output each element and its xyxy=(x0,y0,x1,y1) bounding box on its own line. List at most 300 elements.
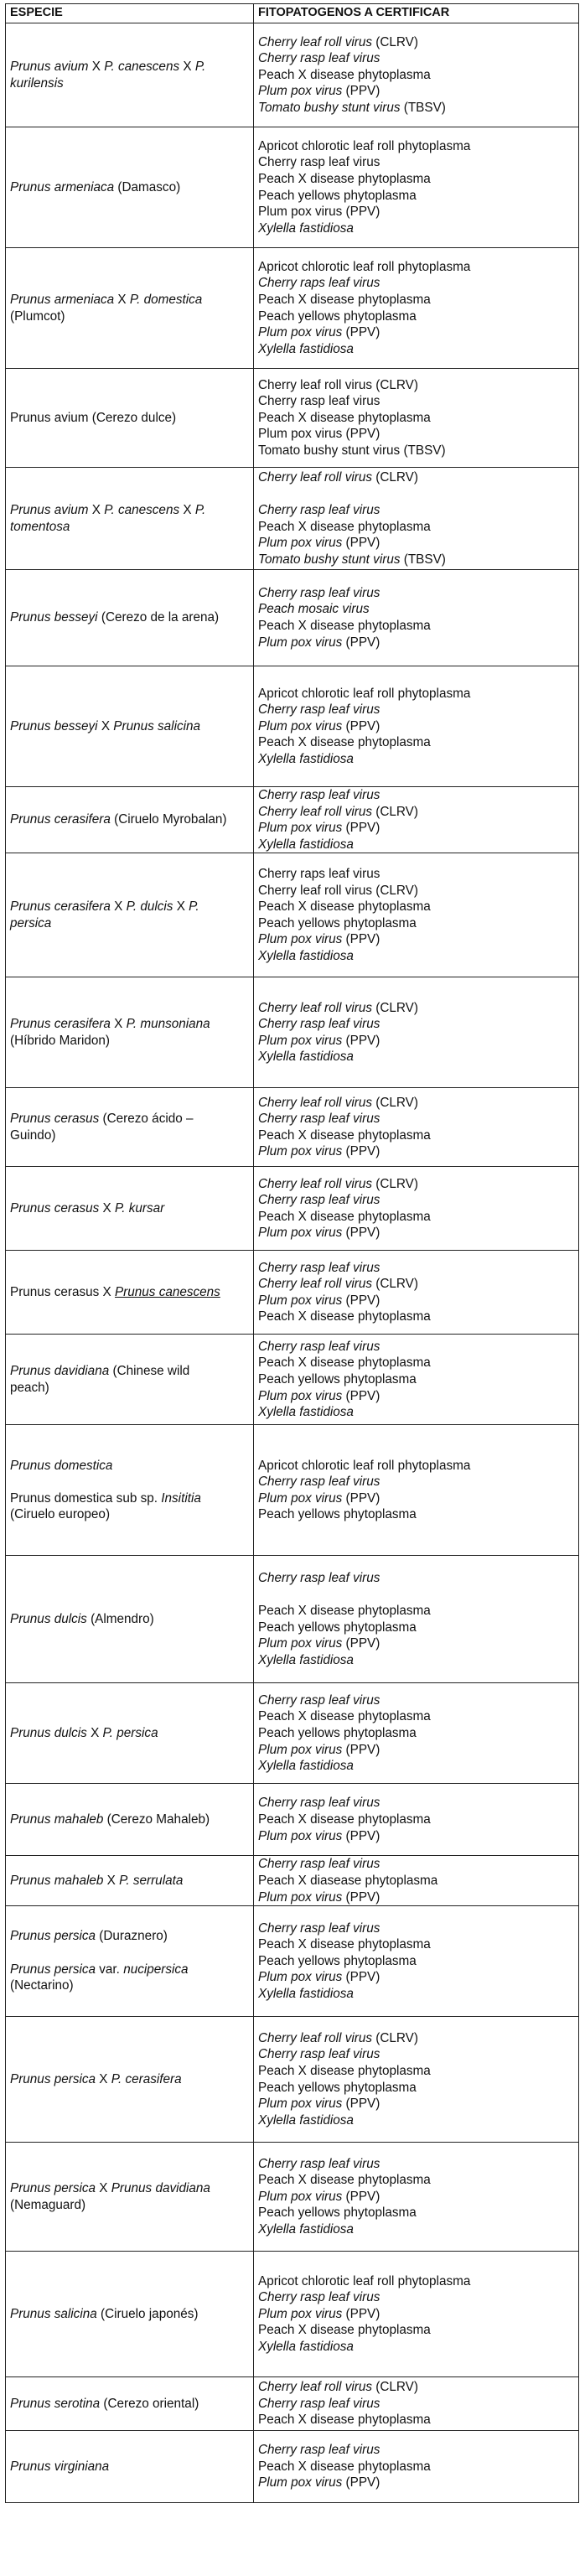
pathogen-line xyxy=(258,220,574,237)
text-segment: Peach X disease phytoplasma xyxy=(258,67,431,82)
pathogen-line xyxy=(258,2172,574,2189)
text-segment: Plum pox virus (PPV) xyxy=(258,205,381,220)
pathogen-line xyxy=(258,1692,574,1709)
pathogens-cell xyxy=(254,977,579,1088)
pathogen-line xyxy=(258,1127,574,1144)
pathogen-line xyxy=(258,426,574,443)
text-segment: Peach yellows phytoplasma xyxy=(258,188,417,203)
text-segment: tomentosa xyxy=(10,519,70,534)
pathogen-line xyxy=(258,1355,574,1371)
text-segment: Peach X disease phytoplasma xyxy=(258,171,431,186)
text-segment: Peach X diasease phytoplasma xyxy=(258,1873,438,1888)
species-line xyxy=(10,609,249,626)
text-segment: Cherry rasp leaf virus xyxy=(258,51,381,66)
pathogen-line xyxy=(258,67,574,84)
table-row xyxy=(6,1856,579,1906)
text-segment: P. xyxy=(194,59,206,74)
text-segment: Plum pox virus (PPV) xyxy=(258,427,381,442)
text-segment: Xylella fastidiosa xyxy=(258,1405,354,1420)
text-segment: Plum pox virus xyxy=(258,1226,343,1241)
pathogens-cell xyxy=(254,248,579,369)
species-cell xyxy=(6,666,254,787)
species-line xyxy=(10,1873,249,1889)
text-segment: (CLRV) xyxy=(372,804,418,819)
text-segment: Cherry leaf roll virus xyxy=(258,1000,373,1015)
species-line xyxy=(10,308,249,325)
text-segment: X xyxy=(99,2181,111,2196)
species-cell xyxy=(6,369,254,468)
pathogen-line xyxy=(258,1143,574,1160)
table-row xyxy=(6,23,579,127)
text-segment: Xylella fastidiosa xyxy=(258,1050,354,1065)
text-segment: Prunus armeniaca xyxy=(10,179,118,194)
text-segment: Peach mosaic virus xyxy=(258,602,370,617)
text-segment: Xylella fastidiosa xyxy=(258,1987,354,2002)
species-line xyxy=(10,292,249,308)
text-segment: Cherry rasp leaf virus xyxy=(258,1017,381,1032)
pathogen-line xyxy=(258,1388,574,1405)
text-segment: Cherry rasp leaf virus xyxy=(258,1857,381,1872)
text-segment: (Ciruelo japonés) xyxy=(100,2306,199,2321)
certification-table xyxy=(5,3,579,2503)
table-row xyxy=(6,369,579,468)
text-segment: (Cerezo de la arena) xyxy=(101,610,220,625)
text-segment: Peach X disease phytoplasma xyxy=(258,1309,431,1324)
pathogen-line xyxy=(258,883,574,899)
species-line xyxy=(10,410,249,427)
pathogen-line xyxy=(258,2156,574,2173)
text-segment: Cherry rasp leaf virus xyxy=(258,1571,381,1586)
pathogen-line xyxy=(258,1293,574,1309)
text-segment: Peach X disease phytoplasma xyxy=(258,2064,431,2079)
text-segment: Cherry rasp leaf virus xyxy=(258,1260,381,1275)
pathogen-line xyxy=(258,837,574,853)
text-segment: (Nemaguard) xyxy=(10,2197,86,2212)
pathogen-line xyxy=(258,1049,574,1065)
pathogen-line xyxy=(258,341,574,358)
pathogen-line xyxy=(258,2475,574,2491)
text-segment: (PPV) xyxy=(342,2306,381,2321)
text-segment: Tomato bushy stunt virus xyxy=(258,100,401,115)
pathogen-line xyxy=(258,1474,574,1490)
text-segment: Peach X disease phytoplasma xyxy=(258,619,431,633)
text-segment: (PPV) xyxy=(342,718,381,733)
species-cell xyxy=(6,468,254,570)
pathogen-line xyxy=(258,377,574,394)
pathogen-line xyxy=(258,443,574,459)
text-segment: (PPV) xyxy=(342,1828,381,1843)
species-line xyxy=(10,1200,249,1217)
pathogen-line xyxy=(258,2112,574,2129)
pathogen-line xyxy=(258,1192,574,1209)
table-row xyxy=(6,1251,579,1335)
table-row xyxy=(6,1167,579,1251)
text-segment: (Duraznero) xyxy=(99,1929,168,1944)
text-segment: Prunus cerasus X xyxy=(10,1285,115,1300)
species-cell xyxy=(6,977,254,1088)
text-segment: X xyxy=(114,899,127,915)
pathogen-line xyxy=(258,1309,574,1325)
text-segment: Peach yellows phytoplasma xyxy=(258,2080,417,2095)
text-segment: P. canescens xyxy=(104,59,184,74)
pathogen-line xyxy=(258,259,574,276)
text-segment: Insititia xyxy=(161,1490,201,1506)
text-segment: Prunus avium xyxy=(10,59,92,74)
pathogen-line xyxy=(258,1490,574,1507)
text-segment: P. dulcis xyxy=(126,899,177,915)
pathogen-line xyxy=(258,2046,574,2063)
pathogen-line xyxy=(258,1339,574,1355)
pathogen-line xyxy=(258,2063,574,2080)
species-line xyxy=(10,2396,249,2413)
text-segment: X xyxy=(114,1017,127,1032)
pathogen-line xyxy=(258,1570,574,1587)
text-segment: P. domestica xyxy=(129,292,203,307)
species-line xyxy=(10,1127,249,1144)
pathogens-cell xyxy=(254,1167,579,1251)
text-segment: X xyxy=(106,1873,120,1888)
pathogen-line xyxy=(258,535,574,552)
species-cell xyxy=(6,2143,254,2252)
text-segment: Plum pox virus xyxy=(258,2475,343,2490)
text-segment: Plum pox virus xyxy=(258,1490,343,1506)
text-segment: X xyxy=(91,59,105,74)
pathogen-line xyxy=(258,804,574,821)
text-segment: Cherry raps leaf virus xyxy=(258,867,381,882)
pathogen-line xyxy=(258,787,574,804)
species-column-header: ESPECIE xyxy=(6,4,254,23)
species-line xyxy=(10,1611,249,1628)
text-segment: P. canescens xyxy=(104,502,184,517)
pathogen-line xyxy=(258,34,574,51)
text-segment: Prunus canescens xyxy=(114,1285,220,1300)
pathogens-cell xyxy=(254,2431,579,2503)
text-segment: (Plumcot) xyxy=(10,308,65,324)
text-segment: Cherry rasp leaf virus xyxy=(258,155,381,170)
text-segment: Xylella fastidiosa xyxy=(258,949,354,964)
text-segment: Prunus dulcis xyxy=(10,1726,91,1741)
pathogen-line xyxy=(258,1725,574,1742)
pathogen-line xyxy=(258,1920,574,1937)
text-segment: Prunus cerasus xyxy=(10,1112,103,1127)
species-cell xyxy=(6,1335,254,1425)
pathogen-line xyxy=(258,1603,574,1620)
text-segment: Xylella fastidiosa xyxy=(258,220,354,236)
text-segment: Cherry rasp leaf virus xyxy=(258,702,381,718)
text-segment: Cherry rasp leaf virus xyxy=(258,1475,381,1490)
table-row xyxy=(6,248,579,369)
text-segment: Peach X disease phytoplasma xyxy=(258,2459,431,2474)
text-segment: Peach X disease phytoplasma xyxy=(258,1709,431,1724)
text-segment: (Cerezo Mahaleb) xyxy=(106,1812,210,1827)
text-segment: Peach X disease phytoplasma xyxy=(258,2173,431,2188)
table-row xyxy=(6,1784,579,1856)
species-line xyxy=(10,2459,249,2475)
text-segment: P. kursar xyxy=(114,1201,165,1216)
pathogen-line xyxy=(258,1458,574,1475)
text-segment: Apricot chlorotic leaf roll phytoplasma xyxy=(258,2273,471,2288)
text-segment: X xyxy=(117,292,130,307)
pathogen-line xyxy=(258,1095,574,1112)
text-segment: Prunus persica xyxy=(10,1929,100,1944)
text-segment: (PPV) xyxy=(342,821,381,836)
text-segment: Prunus mahaleb xyxy=(10,1873,107,1888)
text-segment: Cherry rasp leaf virus xyxy=(258,1920,381,1936)
text-segment: Prunus cerasifera xyxy=(10,899,115,915)
text-segment: (Ciruelo Myrobalan) xyxy=(114,812,227,827)
table-row xyxy=(6,2377,579,2431)
pathogen-line xyxy=(258,2459,574,2475)
pathogen-line xyxy=(258,1873,574,1889)
blank-line xyxy=(258,485,574,502)
pathogen-line xyxy=(258,899,574,915)
text-segment: Prunus domestica sub sp. xyxy=(10,1490,162,1506)
text-segment: Cherry rasp leaf virus xyxy=(258,1692,381,1708)
pathogen-line xyxy=(258,469,574,486)
species-line xyxy=(10,1811,249,1828)
text-segment: Plum pox virus xyxy=(258,635,343,650)
table-row xyxy=(6,1906,579,2017)
species-cell xyxy=(6,570,254,666)
species-line xyxy=(10,1458,249,1475)
pathogen-line xyxy=(258,1936,574,1953)
text-segment: var. xyxy=(99,1962,124,1977)
species-line xyxy=(10,2197,249,2214)
text-segment: Prunus serotina xyxy=(10,2396,104,2411)
text-segment: P. xyxy=(189,899,199,915)
text-segment: Peach X disease phytoplasma xyxy=(258,519,431,534)
text-segment: Plum pox virus xyxy=(258,1742,343,1757)
text-segment: Prunus besseyi xyxy=(10,718,101,733)
text-segment: Plum pox virus xyxy=(258,2097,343,2112)
pathogen-line xyxy=(258,138,574,155)
pathogens-cell xyxy=(254,369,579,468)
pathogens-column-header: FITOPATOGENOS A CERTIFICAR xyxy=(254,4,579,23)
text-segment: Apricot chlorotic leaf roll phytoplasma xyxy=(258,138,471,153)
pathogen-line xyxy=(258,1811,574,1828)
text-segment: Cherry leaf roll virus xyxy=(258,1176,373,1191)
text-segment: Prunus avium (Cerezo dulce) xyxy=(10,410,177,425)
text-segment: X xyxy=(91,502,105,517)
text-segment: Xylella fastidiosa xyxy=(258,1653,354,1668)
text-segment: Peach X disease phytoplasma xyxy=(258,1127,431,1143)
text-segment: Apricot chlorotic leaf roll phytoplasma xyxy=(258,686,471,701)
pathogen-line xyxy=(258,1506,574,1523)
text-segment: Cherry rasp leaf virus xyxy=(258,788,381,802)
table-row xyxy=(6,2143,579,2252)
pathogens-cell xyxy=(254,1251,579,1335)
pathogens-cell xyxy=(254,23,579,127)
pathogen-line xyxy=(258,1742,574,1759)
pathogen-line xyxy=(258,1033,574,1050)
table-row xyxy=(6,853,579,977)
text-segment: P. cerasifera xyxy=(111,2071,182,2086)
table-row xyxy=(6,127,579,248)
text-segment: Plum pox virus xyxy=(258,1636,343,1651)
text-segment: Prunus virginiana xyxy=(10,2459,110,2474)
pathogen-line xyxy=(258,1000,574,1017)
pathogen-line xyxy=(258,275,574,292)
text-segment: Prunus mahaleb xyxy=(10,1812,107,1827)
pathogen-line xyxy=(258,154,574,171)
pathogens-cell xyxy=(254,1683,579,1784)
table-row xyxy=(6,1683,579,1784)
pathogens-cell xyxy=(254,1556,579,1683)
pathogen-line xyxy=(258,2205,574,2221)
species-line xyxy=(10,1284,249,1301)
species-cell xyxy=(6,2377,254,2431)
pathogens-cell xyxy=(254,127,579,248)
text-segment: Plum pox virus xyxy=(258,84,343,99)
pathogen-line xyxy=(258,948,574,965)
pathogen-line xyxy=(258,519,574,536)
text-segment: (PPV) xyxy=(342,1144,381,1159)
pathogen-line xyxy=(258,866,574,883)
pathogen-line xyxy=(258,585,574,602)
pathogen-line xyxy=(258,2273,574,2290)
pathogen-line xyxy=(258,2396,574,2413)
pathogen-line xyxy=(258,635,574,651)
pathogen-line xyxy=(258,618,574,635)
text-segment: (PPV) xyxy=(342,2097,381,2112)
text-segment: Xylella fastidiosa xyxy=(258,2222,354,2237)
text-segment: Prunus persica xyxy=(10,2071,100,2086)
text-segment: Peach X disease phytoplasma xyxy=(258,2323,431,2338)
text-segment: Plum pox virus xyxy=(258,821,343,836)
text-segment: (CLRV) xyxy=(372,1176,418,1191)
pathogens-cell xyxy=(254,1856,579,1906)
text-segment: Prunus cerasus xyxy=(10,1201,103,1216)
text-segment: Peach X disease phytoplasma xyxy=(258,2413,431,2428)
text-segment: Cherry rasp leaf virus xyxy=(258,1796,381,1811)
species-line xyxy=(10,811,249,828)
pathogen-line xyxy=(258,1620,574,1636)
table-body xyxy=(6,23,579,2503)
pathogens-cell xyxy=(254,570,579,666)
text-segment: Plum pox virus xyxy=(258,1293,343,1308)
species-cell xyxy=(6,1856,254,1906)
species-line xyxy=(10,1033,249,1050)
text-segment: (PPV) xyxy=(342,84,381,99)
text-segment: Guindo) xyxy=(10,1127,56,1143)
text-segment: Plum pox virus xyxy=(258,1889,343,1905)
text-segment: Cherry rasp leaf virus xyxy=(258,502,381,517)
blank-line xyxy=(258,1587,574,1604)
text-segment: Plum pox virus xyxy=(258,1970,343,1985)
text-segment: Peach X disease phytoplasma xyxy=(258,1812,431,1827)
text-segment: Cherry leaf roll virus xyxy=(258,34,373,49)
species-line xyxy=(10,899,249,915)
text-segment: Peach yellows phytoplasma xyxy=(258,1372,417,1387)
text-segment: (PPV) xyxy=(342,1490,381,1506)
text-segment: (CLRV) xyxy=(372,1277,418,1292)
text-segment: (PPV) xyxy=(342,2475,381,2490)
table-row xyxy=(6,1335,579,1425)
text-segment: (Damasco) xyxy=(117,179,181,194)
pathogen-line xyxy=(258,2339,574,2356)
pathogens-cell xyxy=(254,2252,579,2377)
table-row xyxy=(6,1556,579,1683)
text-segment: Plum pox virus xyxy=(258,718,343,733)
text-segment: Peach X disease phytoplasma xyxy=(258,1209,431,1224)
table-row xyxy=(6,787,579,853)
text-segment: P. munsoniana xyxy=(126,1017,210,1032)
text-segment: Prunus persica xyxy=(10,1962,100,1977)
text-segment: Xylella fastidiosa xyxy=(258,837,354,852)
text-segment: Cherry rasp leaf virus xyxy=(258,2443,381,2458)
pathogen-line xyxy=(258,552,574,568)
pathogen-line xyxy=(258,1969,574,1986)
pathogen-line xyxy=(258,2030,574,2047)
pathogen-line xyxy=(258,324,574,341)
text-segment: X xyxy=(99,2071,111,2086)
table-row xyxy=(6,2017,579,2143)
table-row xyxy=(6,2252,579,2377)
species-cell xyxy=(6,1784,254,1856)
pathogen-line xyxy=(258,1635,574,1652)
pathogen-line xyxy=(258,2442,574,2459)
text-segment: Prunus salicina xyxy=(10,2306,101,2321)
species-line xyxy=(10,1506,249,1523)
text-segment: (Ciruelo europeo) xyxy=(10,1507,111,1522)
pathogen-line xyxy=(258,1176,574,1193)
text-segment: (Chinese wild xyxy=(112,1364,190,1379)
text-segment: Cherry leaf roll virus xyxy=(258,1095,373,1110)
text-segment: Cherry rasp leaf virus xyxy=(258,394,381,409)
text-segment: Plum pox virus xyxy=(258,536,343,551)
pathogen-line xyxy=(258,171,574,188)
species-cell xyxy=(6,248,254,369)
species-line xyxy=(10,1977,249,1994)
text-segment: Plum pox virus xyxy=(258,1388,343,1403)
pathogen-line xyxy=(258,1986,574,2003)
pathogen-line xyxy=(258,2221,574,2238)
species-cell xyxy=(6,2431,254,2503)
species-line xyxy=(10,1928,249,1945)
text-segment: (Almendro) xyxy=(91,1612,154,1627)
pathogen-line xyxy=(258,1652,574,1669)
species-line xyxy=(10,2071,249,2088)
text-segment: Xylella fastidiosa xyxy=(258,1759,354,1774)
pathogen-line xyxy=(258,100,574,117)
text-segment: P. xyxy=(194,502,206,517)
species-cell xyxy=(6,127,254,248)
text-segment: persica xyxy=(10,915,52,930)
text-segment: (Nectarino) xyxy=(10,1978,74,1993)
text-segment: Cherry rasp leaf virus xyxy=(258,1112,381,1127)
pathogen-line xyxy=(258,2322,574,2339)
text-segment: P. serrulata xyxy=(119,1873,184,1888)
text-segment: Cherry leaf roll virus xyxy=(258,804,373,819)
pathogen-line xyxy=(258,1404,574,1421)
text-segment: (Híbrido Maridon) xyxy=(10,1033,111,1048)
species-line xyxy=(10,1016,249,1033)
text-segment: Plum pox virus xyxy=(258,1828,343,1843)
text-segment: (PPV) xyxy=(342,932,381,947)
text-segment: (PPV) xyxy=(342,1970,381,1985)
text-segment: Cherry rasp leaf virus xyxy=(258,2290,381,2305)
text-segment: Prunus cerasifera xyxy=(10,1017,115,1032)
text-segment: Cherry leaf roll virus xyxy=(258,2030,373,2045)
text-segment: peach) xyxy=(10,1380,49,1395)
pathogen-line xyxy=(258,1225,574,1241)
pathogen-line xyxy=(258,1276,574,1293)
text-segment: Peach X disease phytoplasma xyxy=(258,899,431,915)
text-segment: X xyxy=(183,502,195,517)
pathogen-line xyxy=(258,2189,574,2205)
text-segment: Peach yellows phytoplasma xyxy=(258,915,417,930)
text-segment: Plum pox virus xyxy=(258,2306,343,2321)
